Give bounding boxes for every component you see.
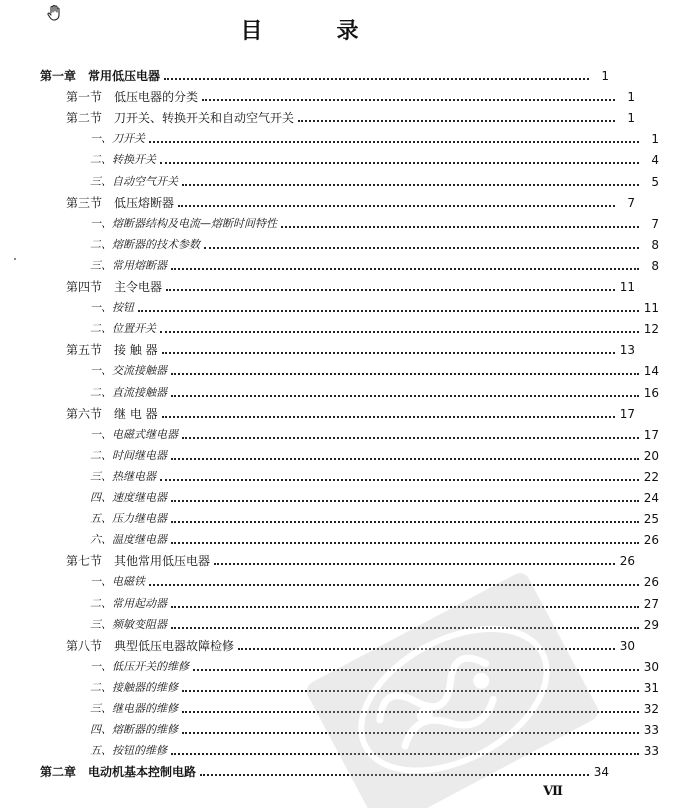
toc-entry-page: 13 bbox=[619, 343, 635, 358]
toc-item-row[interactable] bbox=[0, 696, 689, 716]
toc-entry-label: 二、常用起动器 bbox=[90, 596, 167, 610]
toc-chapter-row[interactable] bbox=[0, 759, 639, 779]
toc-item-row[interactable] bbox=[0, 738, 689, 758]
toc-entry-page: 4 bbox=[651, 153, 659, 168]
toc-item-row[interactable] bbox=[0, 654, 689, 674]
dot-leader bbox=[171, 395, 639, 397]
toc-entry-label: 四、速度继电器 bbox=[90, 491, 167, 504]
toc-entry-label: 一、按钮 bbox=[90, 301, 134, 315]
toc-entry-page: 11 bbox=[619, 280, 635, 294]
toc-item-row[interactable] bbox=[0, 569, 689, 589]
toc-entry-page: 11 bbox=[643, 301, 659, 316]
toc-entry-label: 六、温度继电器 bbox=[90, 533, 167, 547]
dot-leader bbox=[182, 437, 639, 439]
toc-item-row[interactable] bbox=[0, 527, 689, 547]
dot-leader bbox=[171, 606, 639, 608]
dot-leader bbox=[193, 669, 639, 671]
toc-entry-page: 8 bbox=[651, 258, 659, 273]
toc-entry-page: 33 bbox=[643, 744, 659, 759]
dot-leader bbox=[204, 247, 639, 249]
toc-entry-page: 24 bbox=[643, 491, 659, 505]
toc-entry-label: 二、熔断器的技术参数 bbox=[90, 237, 200, 251]
toc-item-row[interactable] bbox=[0, 169, 689, 189]
dot-leader bbox=[214, 563, 615, 565]
toc-entry-label: 第五节 接 触 器 bbox=[66, 343, 158, 358]
toc-section-row[interactable] bbox=[0, 337, 665, 357]
toc-item-row[interactable] bbox=[0, 675, 689, 695]
toc-item-row[interactable] bbox=[0, 443, 689, 463]
toc-entry-page: 8 bbox=[651, 237, 659, 252]
toc-entry-page: 26 bbox=[643, 533, 659, 548]
dot-leader bbox=[171, 521, 639, 523]
toc-entry-page: 30 bbox=[619, 638, 635, 653]
toc-section-row[interactable] bbox=[0, 548, 665, 568]
toc-item-row[interactable] bbox=[0, 464, 689, 484]
toc-section-row[interactable] bbox=[0, 633, 665, 653]
toc-entry-page: 17 bbox=[643, 427, 659, 442]
toc-entry-page: 31 bbox=[643, 680, 659, 695]
toc-entry-label: 二、时间继电器 bbox=[90, 448, 167, 462]
toc-section-row[interactable] bbox=[0, 401, 665, 421]
toc-item-row[interactable] bbox=[0, 380, 689, 400]
toc-item-row[interactable] bbox=[0, 506, 689, 526]
page-number: Ⅶ bbox=[543, 784, 563, 799]
dot-leader bbox=[238, 648, 615, 650]
toc-entry-label: 第八节 典型低压电器故障检修 bbox=[66, 638, 235, 653]
toc-entry-label: 第四节 主令电器 bbox=[66, 280, 163, 294]
toc-entry-page: 34 bbox=[593, 765, 609, 780]
toc-item-row[interactable] bbox=[0, 126, 689, 146]
toc-entry-label: 第一章 常用低压电器 bbox=[40, 69, 161, 83]
toc-chapter-row[interactable] bbox=[0, 63, 639, 83]
toc-entry-page: 5 bbox=[651, 174, 659, 189]
toc-entry-label: 三、自动空气开关 bbox=[90, 174, 178, 188]
toc-entry-label: 一、电磁式继电器 bbox=[90, 427, 178, 441]
toc-entry-page: 33 bbox=[643, 723, 659, 738]
dot-leader bbox=[171, 753, 639, 755]
toc-entry-label: 二、接触器的维修 bbox=[90, 680, 178, 694]
toc-entry-page: 22 bbox=[643, 469, 659, 484]
toc-item-row[interactable] bbox=[0, 147, 689, 167]
dot-leader bbox=[166, 289, 615, 291]
dot-leader bbox=[171, 268, 639, 270]
toc-entry-label: 二、转换开关 bbox=[90, 153, 156, 167]
toc-entry-page: 29 bbox=[643, 617, 659, 632]
toc-entry-page: 26 bbox=[619, 554, 635, 569]
toc-entry-label: 一、刀开关 bbox=[90, 132, 145, 146]
toc-section-row[interactable] bbox=[0, 105, 665, 125]
toc-entry-label: 二、位置开关 bbox=[90, 322, 156, 336]
toc-section-row[interactable] bbox=[0, 190, 665, 210]
toc-entry-label: 三、频敏变阻器 bbox=[90, 617, 167, 631]
toc-entry-page: 17 bbox=[619, 406, 635, 421]
toc-entry-page: 12 bbox=[643, 322, 659, 337]
toc-entry-label: 第二章 电动机基本控制电路 bbox=[40, 765, 197, 780]
toc-entry-label: 第二节 刀开关、转换开关和自动空气开关 bbox=[66, 111, 295, 126]
dot-leader bbox=[171, 542, 639, 544]
toc-entry-label: 二、直流接触器 bbox=[90, 385, 167, 399]
toc-entry-page: 26 bbox=[643, 575, 659, 590]
dot-leader bbox=[171, 458, 639, 460]
dot-leader bbox=[281, 226, 639, 228]
toc-item-row[interactable] bbox=[0, 591, 689, 611]
toc-entry-page: 1 bbox=[627, 90, 635, 105]
dot-leader bbox=[138, 310, 639, 312]
toc-item-row[interactable] bbox=[0, 422, 689, 442]
toc-entry-label: 第六节 继 电 器 bbox=[66, 406, 158, 421]
toc-item-row[interactable] bbox=[0, 612, 689, 632]
toc-item-row[interactable] bbox=[0, 358, 689, 378]
toc-entry-page: 25 bbox=[643, 512, 659, 527]
toc-section-row[interactable] bbox=[0, 84, 665, 104]
dot-leader bbox=[160, 479, 639, 481]
dot-leader bbox=[182, 732, 639, 734]
toc-entry-label: 五、按钮的维修 bbox=[90, 744, 167, 758]
toc-item-row[interactable] bbox=[0, 717, 689, 737]
dot-leader bbox=[200, 774, 589, 776]
toc-section-row[interactable] bbox=[0, 274, 665, 294]
toc-entry-label: 五、压力继电器 bbox=[90, 512, 167, 526]
dot-leader bbox=[182, 184, 639, 186]
toc-item-row[interactable] bbox=[0, 211, 689, 231]
toc-entry-label: 第七节 其他常用低压电器 bbox=[66, 554, 211, 569]
toc-entry-label: 三、热继电器 bbox=[90, 469, 156, 483]
toc-entry-page: 30 bbox=[643, 659, 659, 674]
toc-item-row[interactable] bbox=[0, 295, 689, 315]
dot-leader bbox=[149, 584, 639, 586]
dot-leader bbox=[171, 373, 639, 375]
dot-leader bbox=[171, 627, 639, 629]
toc-entry-page: 32 bbox=[643, 702, 659, 716]
dot-leader bbox=[202, 99, 615, 101]
toc-entry-page: 7 bbox=[651, 216, 659, 231]
dot-leader bbox=[178, 205, 615, 207]
dot-leader bbox=[160, 331, 639, 333]
toc-item-row[interactable] bbox=[0, 485, 689, 505]
dot-leader bbox=[182, 690, 639, 692]
toc-entry-label: 四、熔断器的维修 bbox=[90, 723, 178, 737]
toc-item-row[interactable] bbox=[0, 253, 689, 273]
toc-entry-page: 1 bbox=[601, 69, 609, 83]
toc-entry-page: 20 bbox=[643, 448, 659, 463]
dot-leader bbox=[171, 500, 639, 502]
dot-leader bbox=[182, 711, 639, 713]
toc-entry-label: 一、低压开关的维修 bbox=[90, 659, 189, 673]
toc-entry-label: 三、常用熔断器 bbox=[90, 258, 167, 272]
toc-entry-page: 1 bbox=[651, 132, 659, 147]
dot-leader bbox=[160, 162, 639, 164]
dot-leader bbox=[164, 78, 589, 80]
toc-entry-page: 16 bbox=[643, 385, 659, 400]
toc-entry-page: 7 bbox=[627, 195, 635, 210]
toc-entry-label: 一、交流接触器 bbox=[90, 364, 167, 378]
dot-leader bbox=[162, 416, 615, 418]
toc-entry-page: 14 bbox=[643, 364, 659, 379]
toc-entry-page: 1 bbox=[627, 111, 635, 126]
page-title: 目 录 bbox=[240, 19, 385, 44]
dot-leader bbox=[298, 120, 615, 122]
dot-leader bbox=[149, 141, 639, 143]
toc-entry-label: 三、继电器的维修 bbox=[90, 702, 178, 715]
toc-entry-page: 27 bbox=[643, 596, 659, 611]
toc-entry-label: 第一节 低压电器的分类 bbox=[66, 90, 199, 105]
dot-leader bbox=[162, 352, 615, 354]
toc-entry-label: 第三节 低压熔断器 bbox=[66, 195, 175, 210]
toc-entry-label: 一、电磁铁 bbox=[90, 575, 145, 589]
toc-item-row[interactable] bbox=[0, 316, 689, 336]
toc-entry-label: 一、熔断器结构及电流—熔断时间特性 bbox=[90, 216, 277, 230]
toc-item-row[interactable] bbox=[0, 232, 689, 252]
